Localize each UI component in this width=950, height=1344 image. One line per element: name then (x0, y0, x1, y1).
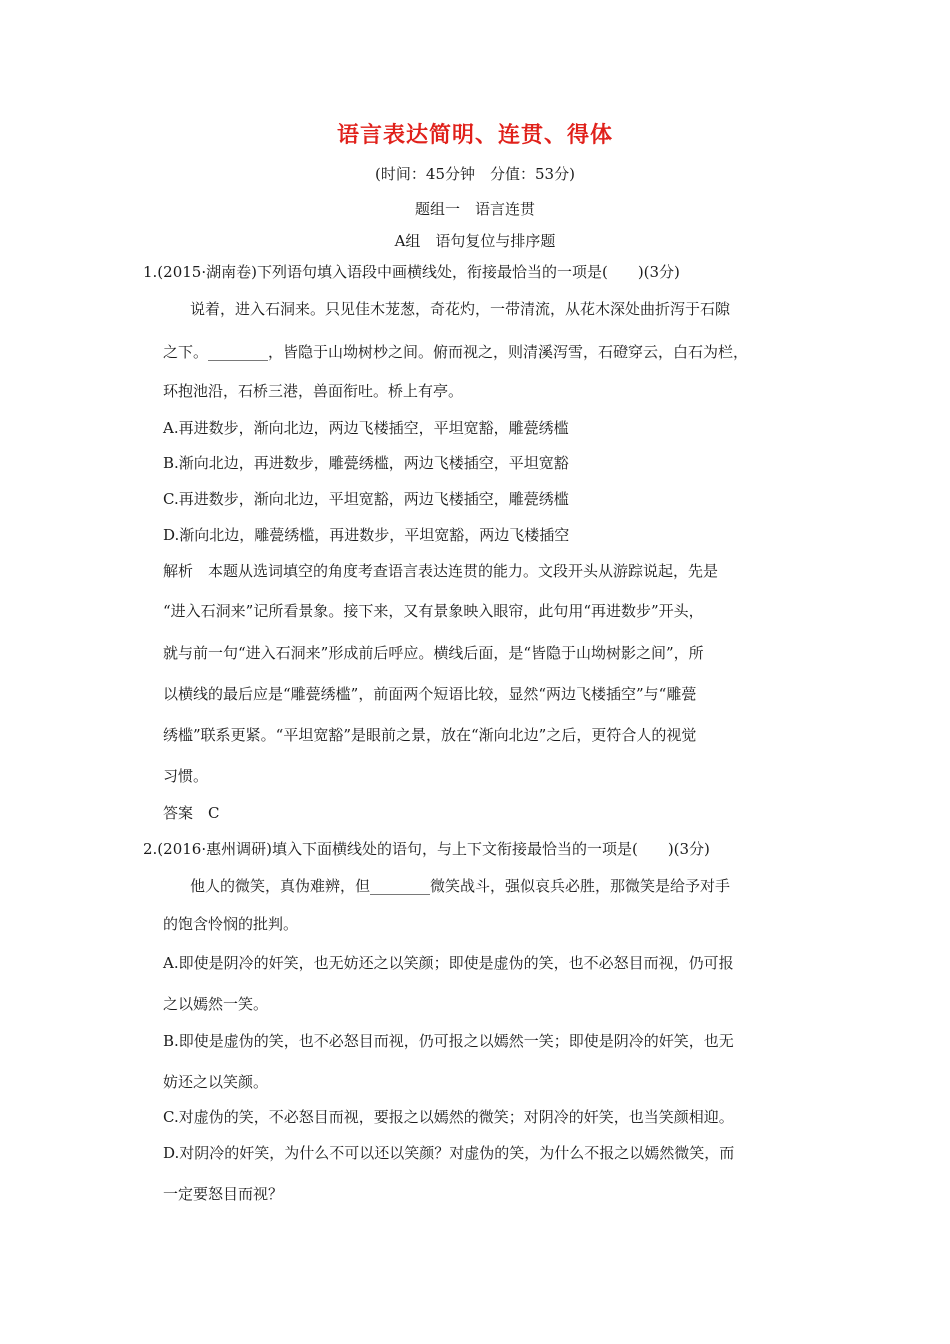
question-1-passage-line: 环抱池沿，石桥三港，兽面衔吐。桥上有亭。 (163, 382, 464, 400)
question-2-stem: 2.(2016·惠州调研)填入下面横线处的语句，与上下文衔接最恰当的一项是( )(3分) (143, 840, 710, 858)
question-1-analysis-line: 绣槛”联系更紧。“平坦宽豁”是眼前之景，放在“渐向北边”之后，更符合人的视觉 (163, 726, 697, 744)
question-1-analysis-line: 习惯。 (163, 767, 209, 785)
subgroup-heading: A组 语句复位与排序题 (394, 232, 556, 250)
group-heading: 题组一 语言连贯 (414, 200, 535, 218)
question-2-passage-line: 他人的微笑，真伪难辨，但________微笑战斗，强似哀兵必胜，那微笑是给予对手 (190, 877, 731, 895)
question-2-option-d: D.对阴冷的奸笑，为什么不可以还以笑颜？对虚伪的笑，为什么不报之以嫣然微笑，而 (163, 1144, 735, 1162)
question-1-analysis-line: 就与前一句“进入石洞来”形成前后呼应。横线后面，是“皆隐于山坳树影之间”，所 (163, 644, 704, 662)
question-1-option-c: C.再进数步，渐向北边，平坦宽豁，两边飞楼插空，雕甍绣槛 (163, 490, 569, 508)
question-1-option-a: A.再进数步，渐向北边，两边飞楼插空，平坦宽豁，雕甍绣槛 (163, 419, 569, 437)
question-1-analysis-line: 以横线的最后应是“雕甍绣槛”，前面两个短语比较，显然“两边飞楼插空”与“雕甍 (163, 685, 697, 703)
question-2-passage-line: 的饱含怜悯的批判。 (163, 915, 299, 933)
question-1-answer: 答案 C (163, 804, 220, 822)
question-1-passage-line: 之下。________，皆隐于山坳树杪之间。俯而视之，则清溪泻雪，石磴穿云，白石为栏， (163, 343, 749, 361)
question-2-option-b-cont: 妨还之以笑颜。 (163, 1073, 269, 1091)
question-2-option-b: B.即使是虚伪的笑，也不必怒目而视，仍可报之以嫣然一笑；即使是阴冷的奸笑，也无 (163, 1032, 734, 1050)
question-2-option-d-cont: 一定要怒目而视？ (163, 1185, 284, 1203)
exam-meta: (时间：45分钟 分值：53分) (375, 165, 575, 183)
question-2-option-a-cont: 之以嫣然一笑。 (163, 995, 269, 1013)
page-title: 语言表达简明、连贯、得体 (336, 122, 613, 148)
question-1-analysis-line: 解析 本题从选词填空的角度考查语言表达连贯的能力。文段开头从游踪说起，先是 (163, 562, 719, 580)
question-1-option-d: D.渐向北边，雕甍绣槛，再进数步，平坦宽豁，两边飞楼插空 (163, 526, 570, 544)
question-1-stem: 1.(2015·湖南卷)下列语句填入语段中画横线处，衔接最恰当的一项是( )(3分) (143, 263, 680, 281)
question-2-option-a: A.即使是阴冷的奸笑，也无妨还之以笑颜；即使是虚伪的笑，也不必怒目而视，仍可报 (163, 954, 734, 972)
question-2-option-c: C.对虚伪的笑，不必怒目而视，要报之以嫣然的微笑；对阴冷的奸笑，也当笑颜相迎。 (163, 1108, 734, 1126)
question-1-passage-line: 说着，进入石洞来。只见佳木茏葱，奇花灼，一带清流，从花木深处曲折泻于石隙 (190, 300, 731, 318)
question-1-option-b: B.渐向北边，再进数步，雕甍绣槛，两边飞楼插空，平坦宽豁 (163, 454, 569, 472)
question-1-analysis-line: “进入石洞来”记所看景象。接下来，又有景象映入眼帘，此句用“再进数步”开头， (163, 602, 704, 620)
